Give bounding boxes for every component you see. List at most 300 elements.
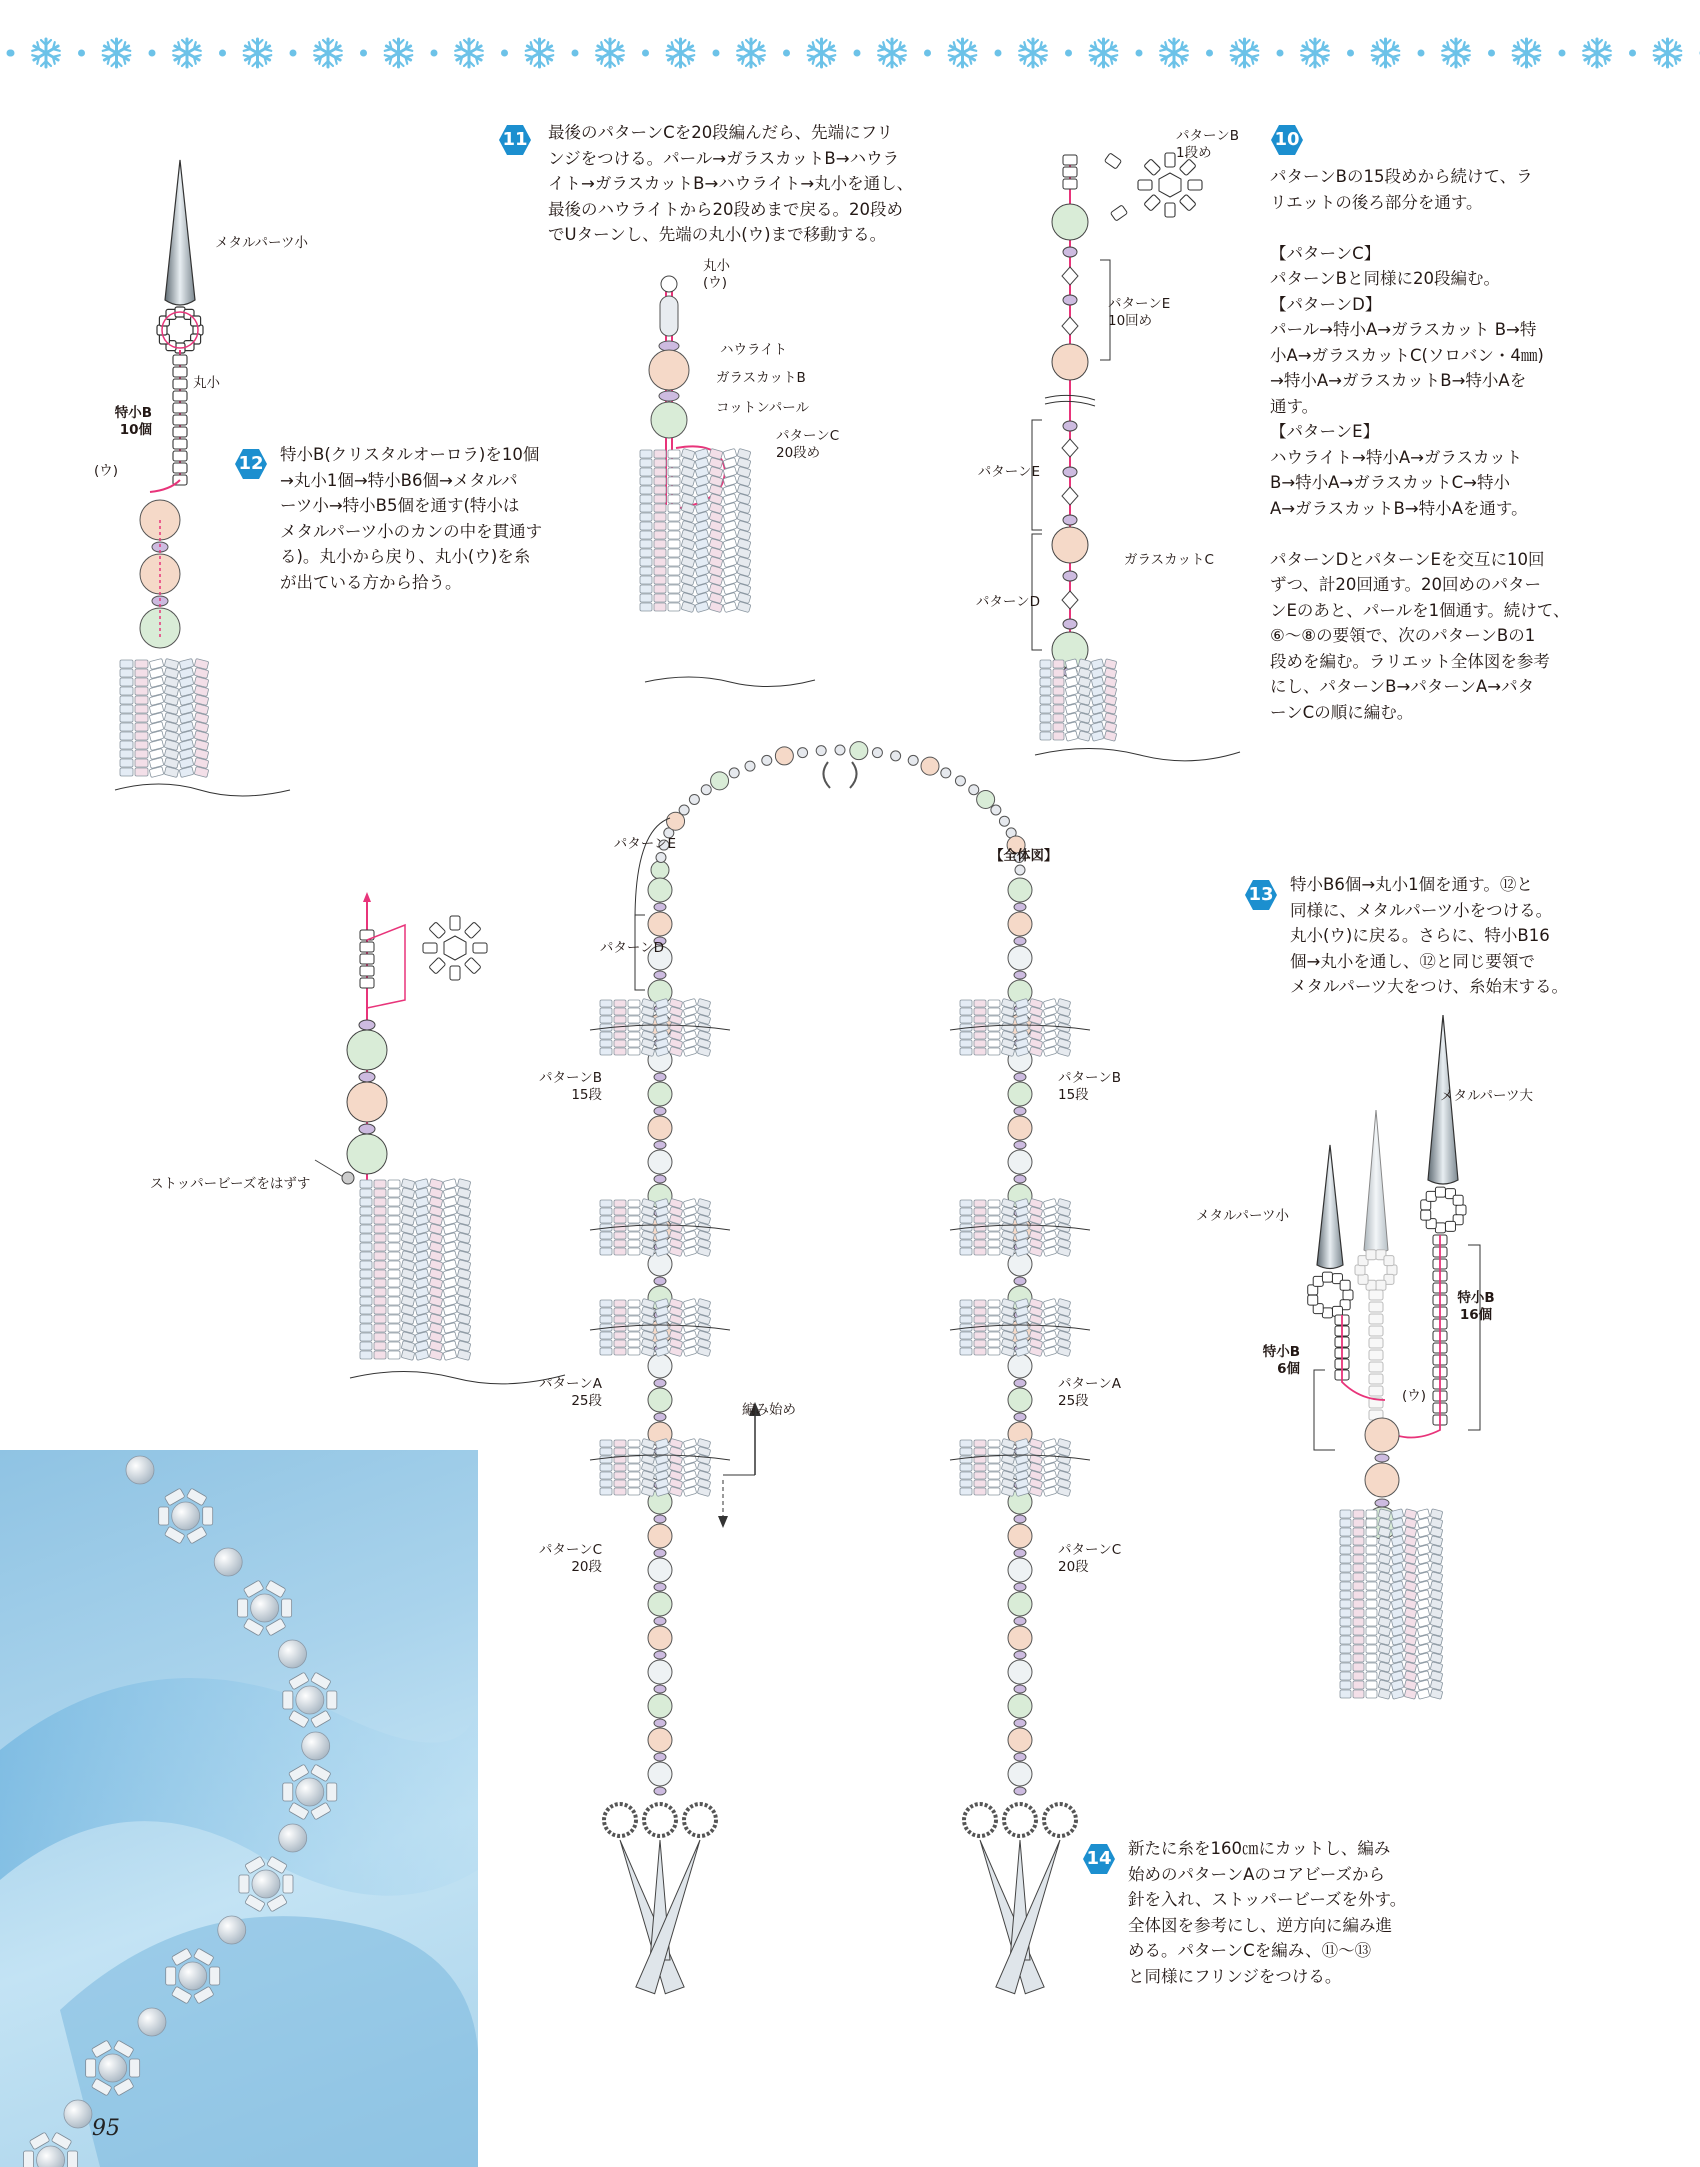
weave-bead	[1366, 1537, 1377, 1545]
weave-bead	[960, 1232, 972, 1239]
seed-bead	[360, 954, 374, 964]
weave-bead	[120, 732, 133, 740]
glass-cut-bead	[1063, 515, 1077, 525]
seed-bead	[1355, 1265, 1365, 1275]
pearl	[347, 1030, 387, 1070]
right-strand-spacer	[1014, 1549, 1026, 1557]
weave-bead	[1417, 1554, 1430, 1564]
left-strand-spacer	[654, 1175, 666, 1183]
left-strand-spacer	[654, 1277, 666, 1285]
weave-bead	[1104, 668, 1117, 678]
weave-bead	[1391, 1590, 1404, 1600]
seed-bead	[1358, 1274, 1368, 1284]
weave-bead	[628, 1332, 640, 1339]
weave-bead	[628, 1248, 640, 1255]
weave-bead	[374, 1198, 386, 1206]
seed-bead	[173, 367, 187, 377]
weave-bead	[388, 1198, 400, 1206]
label-tokusho-b-16: 特小B 16個	[1457, 1290, 1495, 1323]
label-glass-cut-b: ガラスカットB	[716, 370, 806, 386]
weave-bead	[1040, 714, 1051, 722]
weave-bead	[1053, 669, 1064, 677]
weave-bead	[1353, 1591, 1364, 1599]
weave-bead	[1417, 1644, 1430, 1654]
left-strand-spacer	[654, 1549, 666, 1557]
weave-bead	[628, 1000, 640, 1007]
weave-bead	[1417, 1563, 1430, 1573]
weave-bead	[1366, 1546, 1377, 1554]
left-strand-spacer	[654, 1685, 666, 1693]
weave-bead	[960, 1340, 972, 1347]
weave-bead	[1430, 1545, 1443, 1555]
right-strand-spacer	[1014, 1617, 1026, 1625]
right-strand-pearl	[1008, 1660, 1032, 1684]
label-pattern-e-10th: パターンE 10回め	[1108, 296, 1171, 329]
seed-bead	[173, 355, 187, 365]
seed-bead	[429, 957, 446, 974]
border-dot	[501, 50, 508, 57]
photo-pearl	[251, 1594, 279, 1622]
snowflake-icon	[1159, 39, 1188, 67]
weave-bead	[1104, 722, 1117, 732]
weave-bead	[974, 1488, 986, 1495]
weave-bead	[360, 1288, 372, 1296]
weave-bead	[640, 576, 652, 584]
weave-bead	[628, 1348, 640, 1355]
weave-bead	[1104, 659, 1117, 669]
weave-bead	[1417, 1689, 1430, 1699]
snowflake-icon	[1582, 39, 1611, 67]
seed-bead	[360, 942, 374, 952]
left-strand-spacer	[654, 1719, 666, 1727]
left-strand-pearl	[648, 1150, 672, 1174]
left-strand-pearl	[648, 1082, 672, 1106]
pearl	[1052, 344, 1088, 380]
left-strand-pearl	[648, 1558, 672, 1582]
weave-bead	[1353, 1573, 1364, 1581]
weave-bead	[640, 531, 652, 539]
step-13-text: 特小B6個→丸小1個を通す。⑫と 同様に、メタルパーツ小をつける。 丸小(ウ)に戻る。さらに、特小B16 個→丸小を通し、⑫と同じ要領で メタルパーツ大をつけ、糸始末する。	[1290, 875, 1569, 996]
snowflake-icon	[31, 39, 60, 67]
weave-bead	[1404, 1653, 1417, 1663]
weave-bead	[1366, 1519, 1377, 1527]
weave-bead	[654, 495, 666, 503]
weave-bead	[1391, 1536, 1404, 1546]
weave-bead	[1391, 1599, 1404, 1609]
left-strand-pearl	[648, 1592, 672, 1616]
weave-bead	[988, 1216, 1000, 1223]
weave-bead	[988, 1200, 1000, 1207]
weave-bead	[960, 1300, 972, 1307]
border-dot	[78, 50, 85, 57]
weave-bead	[374, 1333, 386, 1341]
weave-bead	[1366, 1618, 1377, 1626]
weave-bead	[614, 1324, 626, 1331]
seed-bead	[1144, 159, 1161, 176]
step-14-text: 新たに糸を160㎝にカットし、編み 始めのパターンAのコアビーズから 針を入れ、ストッパービーズを外す。 全体図を参考にし、逆方向に編み進 める。パターンCを編み、⑪～⑬ と同様にフリンジをつける。	[1128, 1839, 1407, 1986]
weave-bead	[374, 1261, 386, 1269]
weave-bead	[988, 1240, 1000, 1247]
pearl	[850, 742, 868, 760]
weave-bead	[1353, 1582, 1364, 1590]
seed-bead	[1179, 194, 1196, 211]
weave-bead	[1340, 1654, 1351, 1662]
weave-bead	[600, 1000, 612, 1007]
weave-bead	[974, 1008, 986, 1015]
weave-bead	[628, 1488, 640, 1495]
weave-bead	[600, 1032, 612, 1039]
weave-bead	[600, 1300, 612, 1307]
weave-bead	[135, 732, 148, 740]
weave-bead	[1078, 713, 1091, 723]
bracket	[1032, 534, 1042, 650]
weave-bead	[614, 1340, 626, 1347]
border-dot	[1488, 50, 1495, 57]
step-13-number: 13	[1248, 884, 1274, 905]
weave-bead	[1430, 1635, 1443, 1645]
photo-bugle-bead	[86, 2059, 96, 2077]
weave-bead	[1404, 1545, 1417, 1555]
weave-bead	[388, 1297, 400, 1305]
photo-bugle-bead	[283, 1783, 293, 1801]
label-stopper-remove: ストッパービーズをはずす	[150, 1176, 311, 1192]
seed-bead	[1343, 1290, 1353, 1300]
weave-bead	[974, 1208, 986, 1215]
weave-bead	[1366, 1654, 1377, 1662]
weave-bead	[1353, 1690, 1364, 1698]
weave-bead	[600, 1248, 612, 1255]
weave-bead	[1340, 1573, 1351, 1581]
label-pattern-c-20: パターンC 20段め	[776, 428, 840, 461]
left-strand-pearl	[648, 1388, 672, 1412]
weave-bead	[1378, 1662, 1391, 1672]
right-strand-spacer	[1014, 1651, 1026, 1659]
weave-bead	[1404, 1626, 1417, 1636]
seed-bead	[360, 966, 374, 976]
weave-bead	[654, 513, 666, 521]
label-u: (ウ)	[94, 463, 119, 479]
right-strand-spacer	[1014, 1685, 1026, 1693]
right-fringe-loop	[1044, 1804, 1076, 1836]
weave-bead	[628, 1048, 640, 1055]
weave-bead	[374, 1243, 386, 1251]
weave-bead	[1340, 1555, 1351, 1563]
weave-bead	[614, 1000, 626, 1007]
glass-cut-c	[1062, 439, 1078, 457]
right-strand-pearl	[1008, 946, 1032, 970]
seed-bead	[423, 943, 437, 953]
right-strand-spacer	[1014, 937, 1026, 945]
weave-bead	[360, 1207, 372, 1215]
weave-bead	[960, 1448, 972, 1455]
snowflake-icon	[1441, 39, 1470, 67]
snowflake-icon	[525, 39, 554, 67]
weave-bead	[668, 576, 680, 584]
photo-pearl	[278, 1640, 306, 1668]
weave-bead	[960, 1480, 972, 1487]
seed-bead	[1369, 1314, 1383, 1324]
weave-bead	[668, 567, 680, 575]
weave-bead	[614, 1208, 626, 1215]
weave-bead	[374, 1324, 386, 1332]
weave-bead	[1340, 1645, 1351, 1653]
weave-bead	[600, 1048, 612, 1055]
snowflake-icon	[384, 39, 413, 67]
seed-bead	[1369, 1362, 1383, 1372]
weave-bead	[974, 1300, 986, 1307]
weave-bead	[988, 1048, 1000, 1055]
weave-bead	[614, 1448, 626, 1455]
seed-bead	[1376, 1280, 1386, 1290]
weave-bead	[640, 549, 652, 557]
weave-bead	[640, 585, 652, 593]
weave-bead	[988, 1000, 1000, 1007]
weave-bead	[1366, 1609, 1377, 1617]
label-pattern-d: パターンD	[975, 594, 1040, 610]
weave-bead	[1353, 1663, 1364, 1671]
weave-bead	[1404, 1581, 1417, 1591]
weave-bead	[1417, 1608, 1430, 1618]
weave-bead	[360, 1243, 372, 1251]
overall-title: 【全体図】	[990, 848, 1058, 864]
bracket	[1468, 1245, 1480, 1430]
step-12-number: 12	[238, 453, 264, 474]
weave-bead	[1353, 1618, 1364, 1626]
snowflake-icon	[1089, 39, 1118, 67]
seed-bead	[1369, 1386, 1383, 1396]
seed-bead	[941, 768, 951, 778]
seed-bead	[173, 451, 187, 461]
seed-bead	[173, 415, 187, 425]
left-fringe-loop	[644, 1804, 676, 1836]
border-dot	[7, 50, 14, 57]
seed-bead	[1453, 1195, 1463, 1205]
label-glass-cut-c: ガラスカットC	[1124, 552, 1214, 568]
weave-bead	[960, 1332, 972, 1339]
weave-bead	[360, 1189, 372, 1197]
photo-pearl	[218, 1916, 246, 1944]
weave-bead	[120, 741, 133, 749]
step-10-number: 10	[1274, 129, 1300, 150]
label-tokusho-b-10: 特小B 10個	[114, 405, 152, 438]
seed-bead	[464, 922, 481, 939]
left-strand-spacer	[654, 1651, 666, 1659]
step10-diagram	[1040, 130, 1240, 770]
weave-bead	[640, 522, 652, 530]
photo-bugle-bead	[239, 1875, 249, 1893]
weave-bead	[388, 1315, 400, 1323]
weave-bead	[360, 1297, 372, 1305]
seed-bead	[762, 755, 772, 765]
left-strand-spacer	[654, 1753, 666, 1761]
weave-bead	[974, 1040, 986, 1047]
right-strand-spacer	[1014, 903, 1026, 911]
seed-bead	[689, 794, 699, 804]
weave-bead	[1430, 1689, 1443, 1699]
weave-bead	[974, 1000, 986, 1007]
photo-pearl	[302, 1732, 330, 1760]
weave-bead	[1430, 1617, 1443, 1627]
weave-bead	[1378, 1653, 1391, 1663]
weave-bead	[974, 1032, 986, 1039]
weave-bead	[640, 459, 652, 467]
seed-bead	[1015, 865, 1025, 875]
weave-bead	[960, 1048, 972, 1055]
spacer	[1375, 1499, 1389, 1507]
weave-bead	[1053, 696, 1064, 704]
photo-pearl	[138, 2008, 166, 2036]
weave-bead	[614, 1232, 626, 1239]
label-maru-sho-u: 丸小 (ウ)	[703, 258, 730, 291]
overall-label-pattern-a-left: パターンA 25段	[539, 1376, 602, 1409]
weave-bead	[974, 1472, 986, 1479]
border-dot	[1206, 50, 1213, 57]
weave-bead	[1417, 1680, 1430, 1690]
step-14-badge	[1082, 1842, 1116, 1876]
right-fringe-loop	[1004, 1804, 1036, 1836]
weave-bead	[1417, 1599, 1430, 1609]
weave-bead	[1404, 1554, 1417, 1564]
pearl	[711, 772, 729, 790]
weave-bead	[974, 1348, 986, 1355]
weave-bead	[988, 1300, 1000, 1307]
weave-bead	[654, 486, 666, 494]
right-strand-pearl	[1008, 1762, 1032, 1786]
snowflake-icon	[1018, 39, 1047, 67]
pearl	[347, 1134, 387, 1174]
weave-bead	[974, 1464, 986, 1471]
right-strand-spacer	[1014, 971, 1026, 979]
label-metal-parts-small-13: メタルパーツ小	[1196, 1208, 1290, 1224]
overall-label-pattern-b-right: パターンB 15段	[1058, 1070, 1121, 1103]
weave-bead	[614, 1472, 626, 1479]
weave-bead	[668, 486, 680, 494]
label-pattern-e: パターンE	[977, 464, 1040, 480]
weave-bead	[600, 1488, 612, 1495]
weave-bead	[988, 1456, 1000, 1463]
stopper-leader	[315, 1160, 345, 1178]
weave-bead	[1430, 1518, 1443, 1528]
weave-bead	[388, 1342, 400, 1350]
weave-bead	[960, 1248, 972, 1255]
weave-bead	[974, 1232, 986, 1239]
weave-bead	[1366, 1591, 1377, 1599]
weave-bead	[1391, 1626, 1404, 1636]
photo-bugle-bead	[327, 1783, 337, 1801]
photo-bugle-bead	[68, 2151, 78, 2167]
weave-bead	[135, 768, 148, 776]
weave-bead	[988, 1488, 1000, 1495]
weave-bead	[1417, 1527, 1430, 1537]
weave-bead	[614, 1216, 626, 1223]
weave-bead	[1053, 705, 1064, 713]
right-strand-pearl	[1008, 912, 1032, 936]
label-maru-sho: 丸小	[193, 375, 220, 391]
weave-bead	[1417, 1671, 1430, 1681]
weave-bead	[1378, 1671, 1391, 1681]
weave-bead	[1378, 1689, 1391, 1699]
label-u-13: (ウ)	[1402, 1388, 1427, 1404]
border-dot	[1418, 50, 1425, 57]
photo-pearl	[214, 1548, 242, 1576]
weave-bead	[668, 594, 680, 602]
weave-bead	[1366, 1636, 1377, 1644]
photo-pearl	[296, 1686, 324, 1714]
seed-bead	[729, 768, 739, 778]
photo-bugle-bead	[327, 1691, 337, 1709]
start-arrow-down	[718, 1516, 728, 1528]
weave-bead	[974, 1440, 986, 1447]
seed-bead	[908, 755, 918, 765]
weave-bead	[1430, 1644, 1443, 1654]
weave-bead	[1104, 695, 1117, 705]
right-strand-spacer	[1014, 1753, 1026, 1761]
weave-bead	[360, 1252, 372, 1260]
seed-bead	[1104, 153, 1121, 169]
weave-bead	[1417, 1617, 1430, 1627]
weave-bead	[960, 1008, 972, 1015]
weave-bead	[654, 504, 666, 512]
weave-bead	[1378, 1626, 1391, 1636]
weave-bead	[1053, 660, 1064, 668]
weave-bead	[1353, 1564, 1364, 1572]
weave-bead	[1417, 1635, 1430, 1645]
left-strand-spacer	[654, 1515, 666, 1523]
weave-bead	[614, 1248, 626, 1255]
left-strand-spacer	[654, 1787, 666, 1795]
weave-bead	[135, 759, 148, 767]
weave-bead	[388, 1234, 400, 1242]
weave-bead	[600, 1232, 612, 1239]
pearl	[1052, 527, 1088, 563]
border-dot	[431, 50, 438, 57]
weave-bead	[600, 1216, 612, 1223]
spacer	[1375, 1454, 1389, 1462]
weave-bead	[988, 1472, 1000, 1479]
weave-bead	[614, 1480, 626, 1487]
weave-bead	[388, 1225, 400, 1233]
weave-bead	[960, 1000, 972, 1007]
left-strand-pearl	[648, 912, 672, 936]
weave-bead	[614, 1440, 626, 1447]
weave-bead	[1091, 695, 1104, 705]
weave-bead	[1053, 714, 1064, 722]
weave-bead	[1340, 1582, 1351, 1590]
seed-bead	[1435, 1223, 1445, 1233]
weave-bead	[1430, 1662, 1443, 1672]
right-strand-pearl	[1008, 1694, 1032, 1718]
weave-bead	[1391, 1509, 1404, 1519]
seed-bead	[173, 427, 187, 437]
weave-bead	[1091, 668, 1104, 678]
seed-bead	[1138, 180, 1152, 190]
weave-bead	[360, 1270, 372, 1278]
weave-bead	[1065, 704, 1078, 714]
weave-bead	[600, 1016, 612, 1023]
pearl	[1052, 204, 1088, 240]
core-bead	[1159, 173, 1181, 197]
weave-bead	[1353, 1645, 1364, 1653]
seed-bead	[1063, 179, 1077, 189]
left-strand-pearl	[648, 1694, 672, 1718]
weave-bead	[1430, 1563, 1443, 1573]
weave-bead	[614, 1240, 626, 1247]
weave-bead	[614, 1308, 626, 1315]
weave-bead	[1340, 1528, 1351, 1536]
weave-bead	[988, 1440, 1000, 1447]
seed-bead	[872, 748, 882, 758]
weave-bead	[1417, 1653, 1430, 1663]
